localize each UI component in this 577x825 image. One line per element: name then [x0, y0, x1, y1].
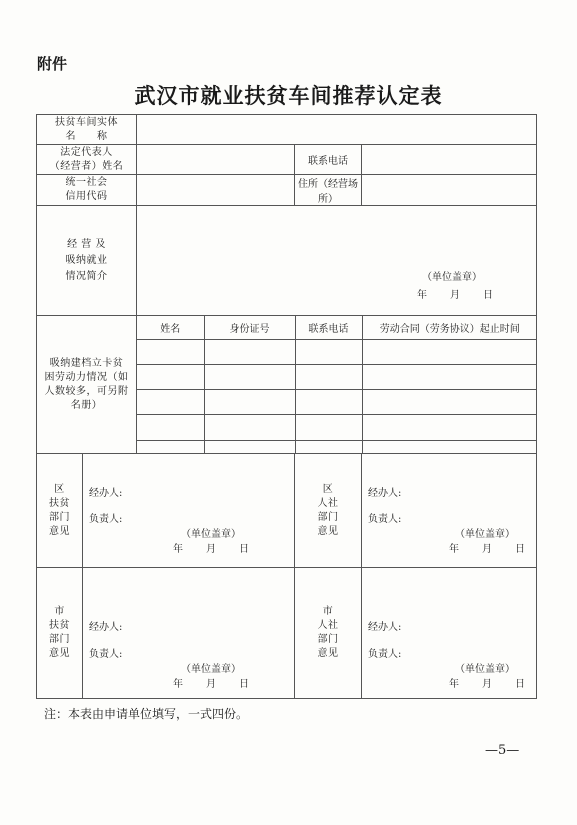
business-label: 经 营 及 吸纳就业 情况简介 — [37, 206, 137, 316]
phone-label: 联系电话 — [295, 145, 362, 175]
responsible-label: 负责人: — [89, 514, 123, 525]
credit-code-field[interactable] — [137, 175, 295, 206]
col-phone: 联系电话 — [295, 316, 362, 339]
col-contract: 劳动合同（劳务协议）起止时间 — [362, 316, 537, 339]
city-poverty-label: 市 扶贫 部门 意见 — [37, 568, 83, 699]
table-row — [137, 390, 537, 415]
unit-seal-business: （单位盖章） — [422, 272, 482, 283]
date-line: 年 月 日 — [173, 679, 250, 690]
responsible-label: 负责人: — [368, 514, 402, 525]
recommendation-form — [36, 114, 537, 699]
city-hr-label: 市 人社 部门 意见 — [295, 568, 362, 699]
labor-subtable-cell — [137, 316, 537, 454]
district-hr-opinion[interactable] — [362, 454, 537, 568]
table-row — [137, 339, 537, 364]
table-row — [137, 415, 537, 440]
entity-name-label: 扶贫车间实体 名 称 — [37, 115, 137, 145]
credit-code-label: 统一社会 信用代码 — [37, 175, 137, 206]
handler-label: 经办人: — [368, 622, 402, 633]
attachment-label: 附件 — [37, 55, 68, 73]
page-number: —5— — [485, 743, 520, 758]
responsible-label: 负责人: — [89, 649, 123, 660]
city-poverty-opinion[interactable] — [83, 568, 295, 699]
address-field[interactable] — [362, 175, 537, 206]
unit-seal: （单位盖章） — [455, 529, 515, 540]
form-title: 武汉市就业扶贫车间推荐认定表 — [134, 83, 443, 108]
business-field[interactable] — [137, 206, 537, 316]
labor-subtable — [137, 316, 537, 453]
table-row — [137, 440, 537, 453]
date-business: 年 月 日 — [417, 290, 494, 301]
address-label: 住所（经营场所） — [295, 175, 362, 206]
footer-note: 注：本表由申请单位填写，一式四份。 — [44, 707, 249, 721]
legal-rep-label: 法定代表人 （经营者）姓名 — [37, 145, 137, 175]
phone-field[interactable] — [362, 145, 537, 175]
handler-label: 经办人: — [89, 622, 123, 633]
responsible-label: 负责人: — [368, 649, 402, 660]
city-hr-opinion[interactable] — [362, 568, 537, 699]
col-name: 姓名 — [137, 316, 204, 339]
date-line: 年 月 日 — [173, 544, 250, 555]
handler-label: 经办人: — [368, 488, 402, 499]
date-line: 年 月 日 — [449, 544, 526, 555]
labor-label: 吸纳建档立卡贫 困劳动力情况（如 人数较多，可另附 名册） — [37, 316, 137, 454]
entity-name-field[interactable] — [137, 115, 537, 145]
handler-label: 经办人: — [89, 488, 123, 499]
district-hr-label: 区 人社 部门 意见 — [295, 454, 362, 568]
district-poverty-label: 区 扶贫 部门 意见 — [37, 454, 83, 568]
date-line: 年 月 日 — [449, 679, 526, 690]
unit-seal: （单位盖章） — [455, 664, 515, 675]
unit-seal: （单位盖章） — [181, 529, 241, 540]
unit-seal: （单位盖章） — [181, 664, 241, 675]
legal-rep-field[interactable] — [137, 145, 295, 175]
col-id: 身份证号 — [204, 316, 295, 339]
table-row — [137, 364, 537, 389]
district-poverty-opinion[interactable] — [83, 454, 295, 568]
